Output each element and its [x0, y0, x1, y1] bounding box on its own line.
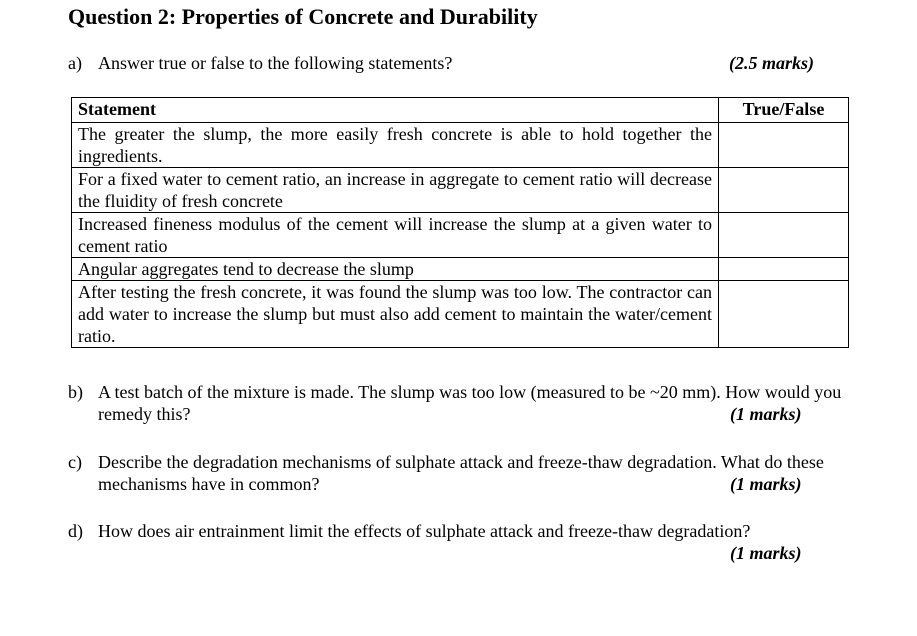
answer-cell[interactable]: [718, 213, 848, 258]
table-header-row: [72, 98, 849, 123]
statement-cell: Increased fineness modulus of the cement will increase the slump at a given water to cement ratio: [72, 213, 719, 258]
answer-cell[interactable]: [718, 258, 848, 281]
answer-cell[interactable]: [718, 281, 848, 348]
part-b-letter: b): [68, 382, 83, 402]
part-a-prompt: [68, 53, 452, 74]
part-d-text: How does air entrainment limit the effects of sulphate attack and freeze-thaw degradation?: [98, 521, 751, 541]
part-d: [68, 520, 878, 563]
true-false-header: True/False: [718, 98, 848, 123]
table-row: [72, 123, 849, 168]
answer-cell[interactable]: [718, 168, 848, 213]
part-b-text: A test batch of the mixture is made. The slump was too low (measured to be ~20 mm). How would you remedy this?: [98, 382, 842, 424]
part-c-text: Describe the degradation mechanisms of sulphate attack and freeze-thaw degradation. What do these mechanisms have in common?: [98, 452, 824, 494]
statement-cell: For a fixed water to cement ratio, an increase in aggregate to cement ratio will decrease the fluidity of fresh concrete: [72, 168, 719, 213]
part-d-letter: d): [68, 521, 83, 541]
answer-cell[interactable]: [718, 123, 848, 168]
statement-cell: The greater the slump, the more easily fresh concrete is able to hold together the ingredients.: [72, 123, 719, 168]
part-c-marks: (1 marks): [730, 474, 802, 494]
question-title: Question 2: Properties of Concrete and Durability: [68, 4, 538, 29]
part-a-marks: (2.5 marks): [729, 53, 814, 73]
part-c-letter: c): [68, 452, 82, 472]
part-c: [68, 451, 878, 495]
table-row: [72, 258, 849, 281]
part-b: [68, 381, 878, 425]
statement-cell: After testing the fresh concrete, it was found the slump was too low. The contractor can add water to increase the slump but must also add cement to maintain the water/cement ratio.: [72, 281, 719, 348]
part-b-marks: (1 marks): [730, 404, 802, 424]
part-d-marks: (1 marks): [730, 543, 802, 563]
table-row: [72, 168, 849, 213]
statement-header: Statement: [72, 98, 719, 123]
part-a-text: Answer true or false to the following statements?: [98, 53, 453, 73]
table-row: [72, 281, 849, 348]
part-a-letter: a): [68, 53, 82, 73]
true-false-table: [71, 97, 849, 348]
statement-cell: Angular aggregates tend to decrease the slump: [72, 258, 719, 281]
table-row: [72, 213, 849, 258]
